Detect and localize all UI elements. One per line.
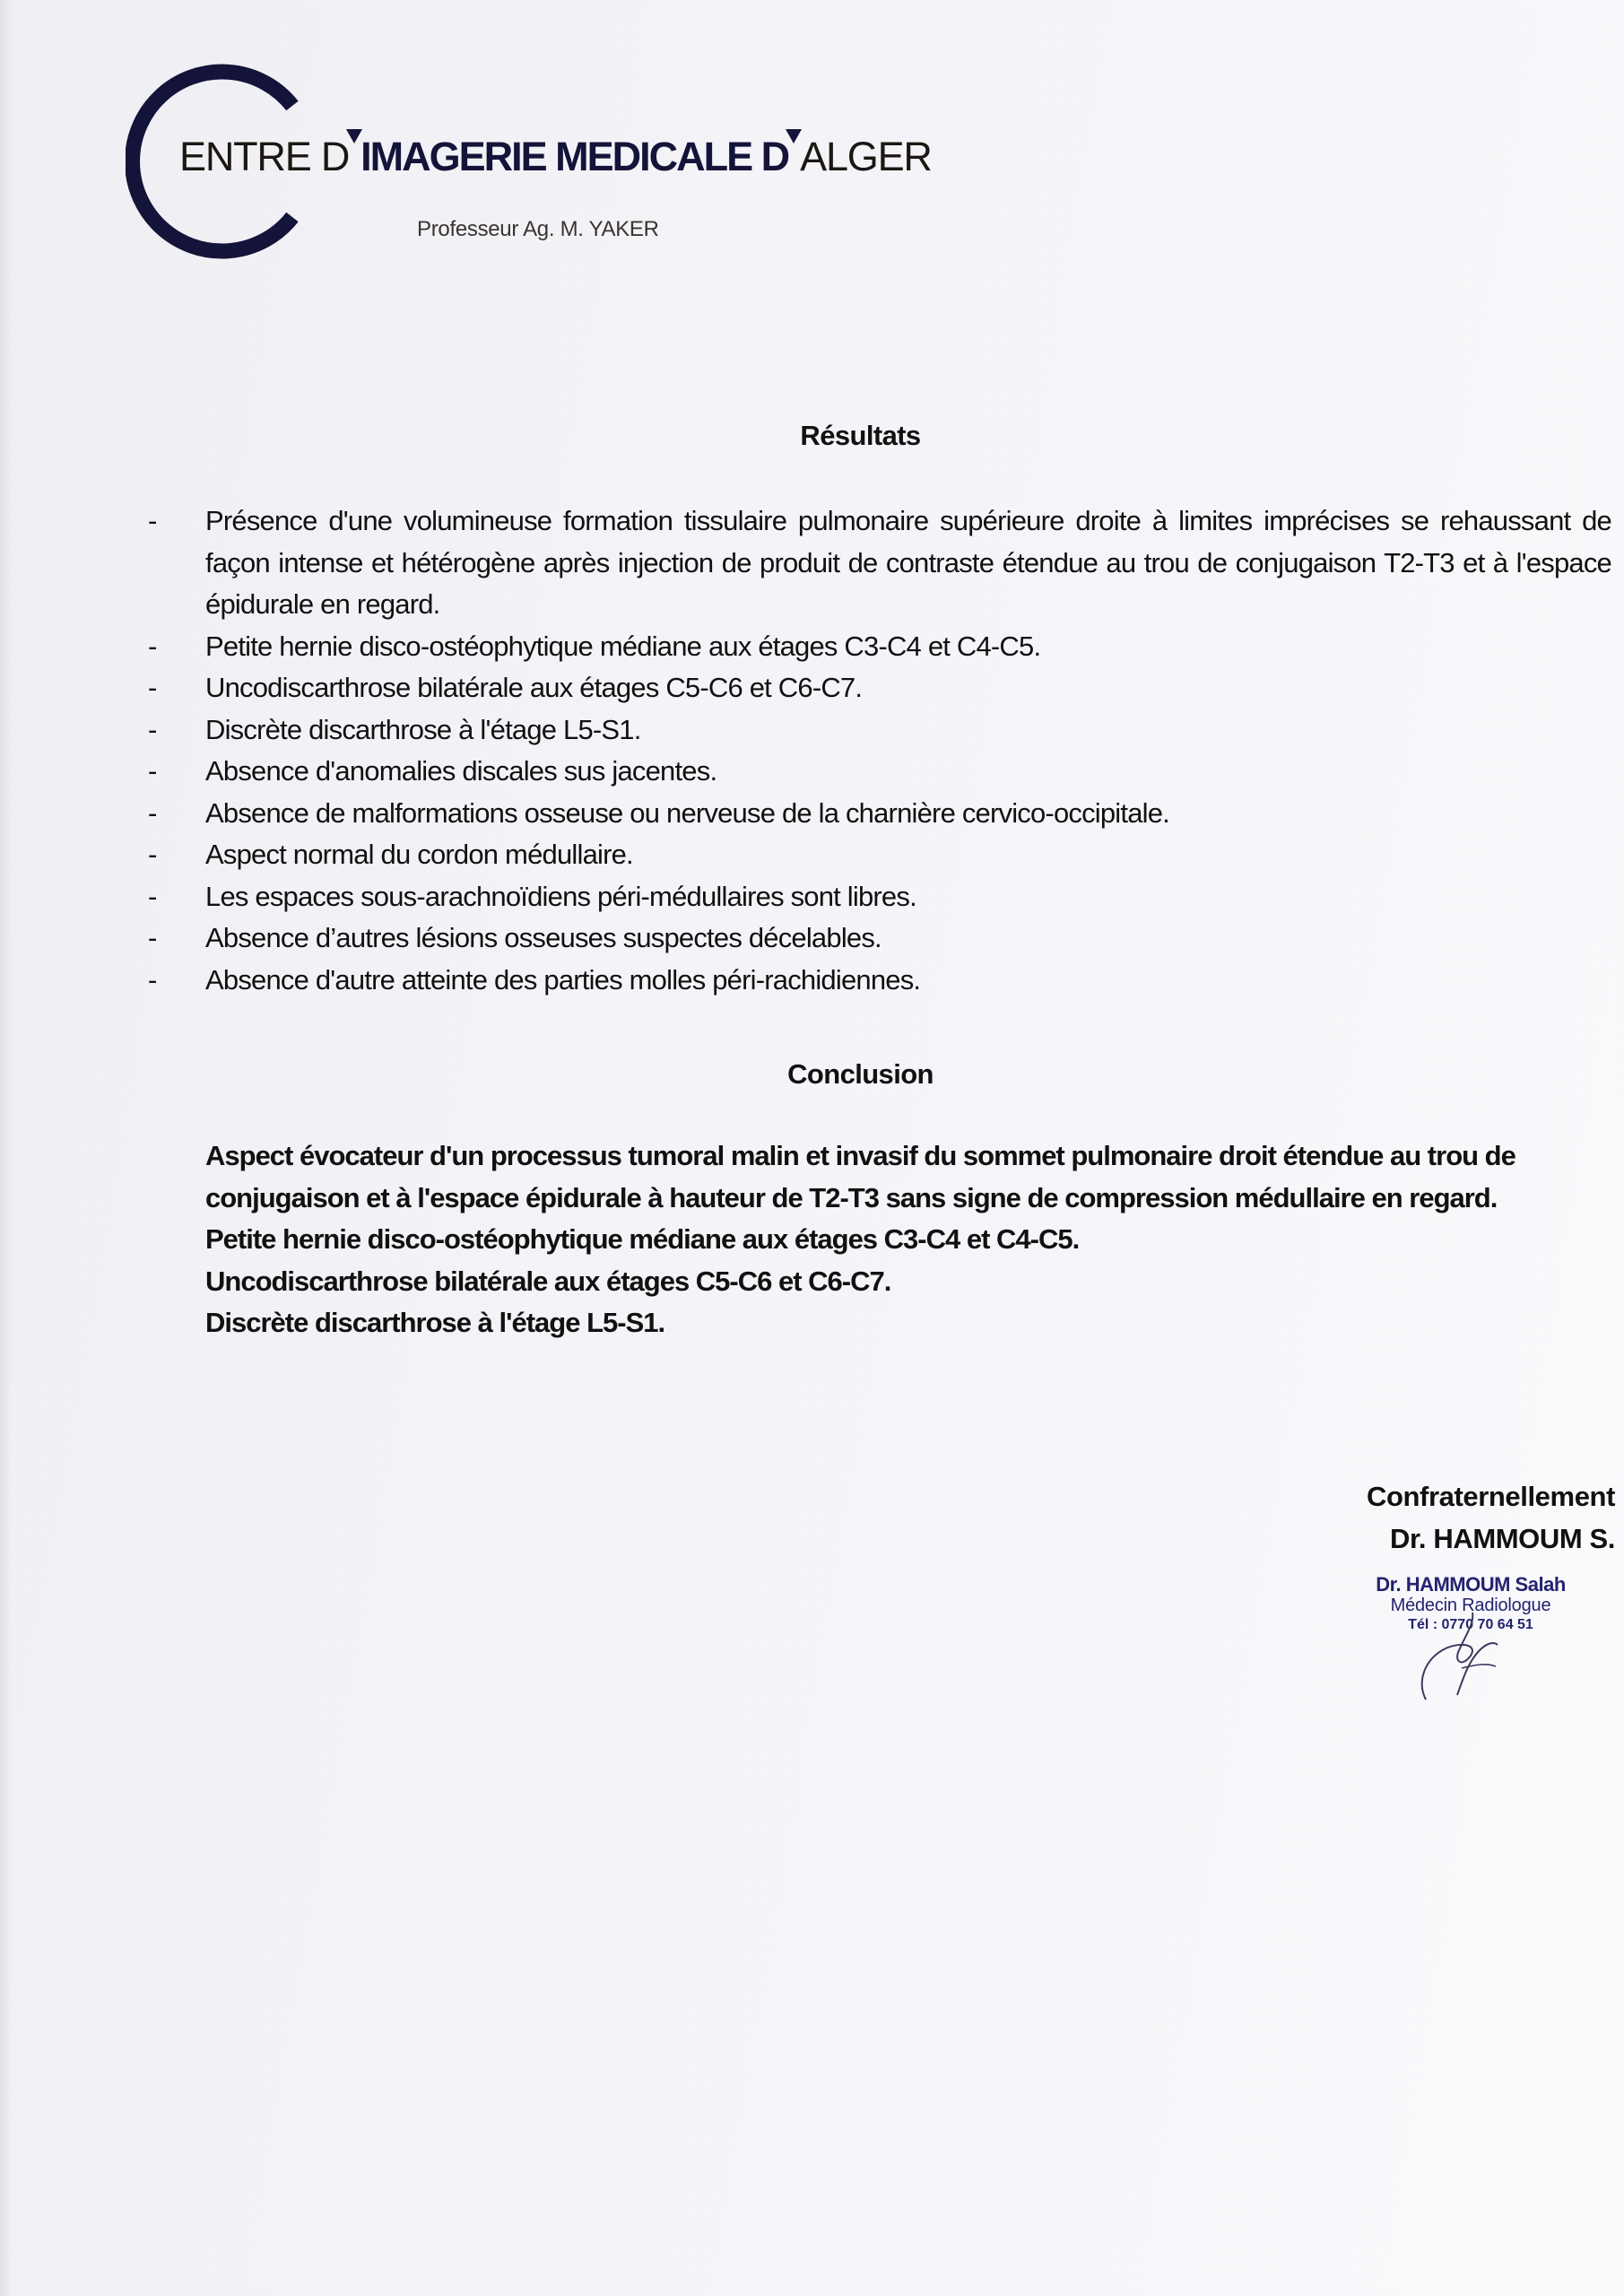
handwritten-signature-icon xyxy=(1408,1605,1524,1704)
list-item xyxy=(148,709,1611,752)
apostrophe-triangle-icon xyxy=(346,129,362,144)
results-heading: Résultats xyxy=(800,420,921,451)
list-item-text: Les espaces sous-arachnoïdiens péri-médullaires sont libres. xyxy=(205,880,916,912)
bullet-dash: - xyxy=(148,630,157,662)
clinic-name-part3: ALGER xyxy=(800,134,932,179)
list-item-text: Uncodiscarthrose bilatérale aux étages C5-C6 et C6-C7. xyxy=(205,672,863,703)
list-item-text: Petite hernie disco-ostéophytique médiane aux étages C3-C4 et C4-C5. xyxy=(205,630,1041,662)
bullet-dash: - xyxy=(148,880,157,912)
list-item-text: Discrète discarthrose à l'étage L5-S1. xyxy=(205,713,641,745)
list-item xyxy=(148,751,1611,793)
list-item xyxy=(148,667,1611,709)
list-item-text: Absence de malformations osseuse ou nerveuse de la charnière cervico-occipitale. xyxy=(205,796,1169,829)
results-list xyxy=(148,500,1611,1001)
list-item-text: Absence d'autre atteinte des parties molles péri-rachidiennes. xyxy=(205,963,921,996)
list-item xyxy=(148,918,1611,960)
bullet-dash: - xyxy=(148,755,157,787)
list-item xyxy=(148,834,1611,876)
list-item xyxy=(148,876,1611,918)
list-item-text: Absence d'anomalies discales sus jacentes. xyxy=(205,755,717,787)
bullet-dash: - xyxy=(148,963,157,996)
list-item-text: Présence d'une volumineuse formation tissulaire pulmonaire supérieure droite à limites imprécises se rehaussant de façon intense et hétérogène après injection de produit de contraste étendue au trou de conjugaison T2-T3 et à l'espace épidurale en regard. xyxy=(205,505,1611,620)
list-item xyxy=(148,960,1611,1002)
clinic-name-part1: ENTRE D xyxy=(179,134,350,179)
stamp-name: Dr. HAMMOUM Salah xyxy=(1376,1573,1566,1596)
stamp-phone: Tél : 0770 70 64 51 xyxy=(1408,1617,1533,1633)
list-item xyxy=(148,626,1611,668)
list-item xyxy=(148,793,1611,835)
clinic-name xyxy=(179,136,932,177)
bullet-dash: - xyxy=(148,839,157,870)
bullet-dash: - xyxy=(148,672,157,703)
conclusion-paragraph: Uncodiscarthrose bilatérale aux étages C5-C6 et C6-C7. xyxy=(205,1265,891,1297)
conclusion-paragraph: Discrète discarthrose à l'étage L5-S1. xyxy=(205,1307,665,1338)
clinic-director: Professeur Ag. M. YAKER xyxy=(417,217,659,241)
conclusion-paragraph: Aspect évocateur d'un processus tumoral malin et invasif du sommet pulmonaire droit étendue au trou de conjugaison et à l'espace épidurale à hauteur de T2-T3 sans signe de compression médullaire en regard. xyxy=(205,1140,1515,1213)
bullet-dash: - xyxy=(148,796,157,829)
list-item xyxy=(148,500,1611,626)
closing-text: Confraternellement xyxy=(1366,1481,1615,1512)
list-item-text: Absence d’autres lésions osseuses suspectes décelables. xyxy=(205,922,881,953)
conclusion-paragraph: Petite hernie disco-ostéophytique médiane aux étages C3-C4 et C4-C5. xyxy=(205,1223,1080,1255)
clinic-logo xyxy=(126,63,1022,269)
doctor-name: Dr. HAMMOUM S. xyxy=(1389,1523,1615,1554)
signoff xyxy=(1367,1475,1615,1560)
apostrophe-triangle-icon xyxy=(786,129,802,144)
bullet-dash: - xyxy=(148,713,157,745)
list-item-text: Aspect normal du cordon médullaire. xyxy=(205,839,633,870)
clinic-name-part2: IMAGERIE MEDICALE D xyxy=(360,134,789,179)
conclusion-heading: Conclusion xyxy=(787,1058,934,1090)
scan-edge-shadow xyxy=(0,0,13,2296)
bullet-dash: - xyxy=(148,505,157,536)
stamp-role: Médecin Radiologue xyxy=(1390,1596,1551,1616)
bullet-dash: - xyxy=(148,922,157,953)
conclusion-body xyxy=(205,1135,1622,1344)
